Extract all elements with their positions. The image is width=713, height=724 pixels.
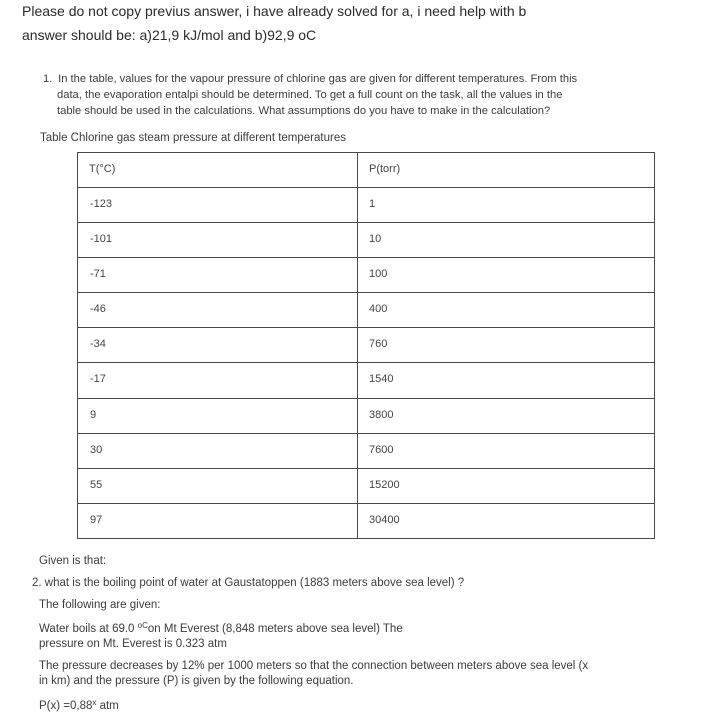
given-is-that: Given is that: — [39, 555, 107, 567]
intro-line-1: Please do not copy previus answer, i have already solved for a, i need help with b — [22, 3, 527, 19]
pressure-cell: 10 — [358, 223, 655, 258]
intro-line-2: answer should be: a)21,9 kJ/mol and b)92,9 oC — [22, 27, 317, 43]
temperature-cell: 97 — [78, 503, 358, 538]
question-1 — [43, 71, 633, 119]
pressure-cell: 15200 — [358, 468, 655, 503]
celsius-unit: oC — [137, 621, 148, 630]
pressure-cell: 1 — [358, 188, 655, 223]
pressure-decrease-line-2: in km) and the pressure (P) is given by the following equation. — [39, 675, 354, 687]
table-header-row — [78, 153, 655, 188]
pressure-cell: 760 — [358, 328, 655, 363]
temperature-cell: -101 — [78, 223, 358, 258]
water-boils-line-2: pressure on Mt. Everest is 0.323 atm — [39, 638, 227, 650]
temperature-cell: 9 — [78, 398, 358, 433]
equation-unit: atm — [96, 700, 119, 712]
temperature-cell: -34 — [78, 328, 358, 363]
table-row — [78, 188, 655, 223]
pressure-cell: 7600 — [358, 433, 655, 468]
table-row — [78, 468, 655, 503]
following-given: The following are given: — [39, 599, 161, 611]
pressure-cell: 3800 — [358, 398, 655, 433]
table-row — [78, 363, 655, 398]
table-row — [78, 223, 655, 258]
temperature-cell: -71 — [78, 258, 358, 293]
equation-text: P(x) =0,88 — [39, 700, 93, 712]
vapour-pressure-table — [77, 152, 655, 539]
question-1-line-2: data, the evaporation entalpi should be determined. To get a full count on the task, all the values in the — [57, 89, 563, 101]
table-row — [78, 503, 655, 538]
pressure-equation — [39, 699, 119, 714]
temperature-cell: 30 — [78, 433, 358, 468]
equation-exponent: x — [92, 698, 97, 707]
table-row — [78, 433, 655, 468]
pressure-cell: 1540 — [358, 363, 655, 398]
table-row — [78, 258, 655, 293]
header-pressure: P(torr) — [358, 153, 655, 188]
table-row — [78, 398, 655, 433]
pressure-decrease-paragraph — [39, 659, 588, 689]
pressure-cell: 100 — [358, 258, 655, 293]
temperature-cell: 55 — [78, 468, 358, 503]
pressure-cell: 30400 — [358, 503, 655, 538]
question-2: 2. what is the boiling point of water at Gaustatoppen (1883 meters above sea level) ? — [32, 577, 465, 589]
temperature-cell: -123 — [78, 188, 358, 223]
table-row — [78, 328, 655, 363]
table-row — [78, 293, 655, 328]
pressure-decrease-line-1: The pressure decreases by 12% per 1000 meters so that the connection between meters above sea level (x — [39, 660, 589, 672]
header-temperature: T(°C) — [78, 153, 358, 188]
water-boils-text: Water boils at 69.0 — [39, 623, 138, 635]
temperature-cell: -17 — [78, 363, 358, 398]
temperature-cell: -46 — [78, 293, 358, 328]
water-boils-paragraph — [39, 622, 403, 652]
water-boils-text-cont: on Mt Everest (8,848 meters above sea level) The — [147, 623, 403, 635]
table-caption: Table Chlorine gas steam pressure at different temperatures — [40, 132, 346, 144]
pressure-cell: 400 — [358, 293, 655, 328]
question-1-number: 1. — [43, 73, 53, 85]
question-1-line-3: table should be used in the calculations. What assumptions do you have to make in the calculation? — [57, 105, 551, 117]
question-1-line-1: In the table, values for the vapour pressure of chlorine gas are given for different temperatures. From this — [58, 73, 578, 85]
